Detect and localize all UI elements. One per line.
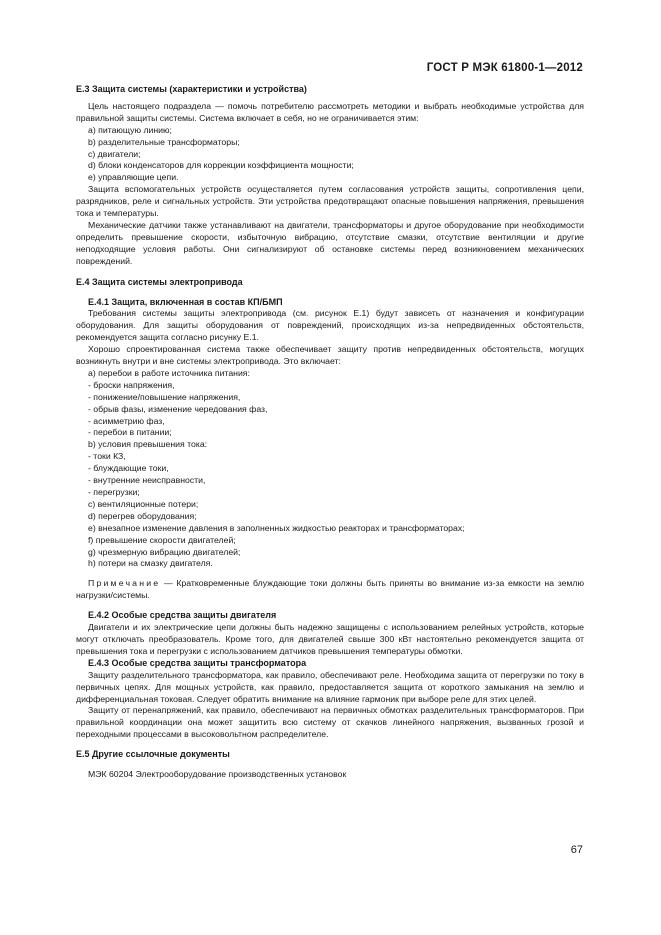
section-e43-paragraph-1: Защиту разделительного трансформатора, как правило, обеспечивают реле. Необходима защита от перегрузки по току в первичных цепях. Для мощных устройств, как правило, предоставляется защита от короткого замыкания на землю и дифференциальная токовая. Следует обратить внимание на влияние гармоник при выборе реле для этих целей. [76,669,584,704]
list-item: a) питающую линию; [88,124,172,135]
section-e41-paragraph-1: Требования системы защиты электропривода (см. рисунок Е.1) будут зависеть от назначения и конфигурации оборудования. Для защиты оборудования от повреждений, происходящих из-за непредвиденных обстоятельств, рекомендуется защита согласно рисунку Е.1. [76,308,584,343]
section-e42-title: Е.4.2 Особые средства защиты двигателя [88,610,277,621]
page-content [76,84,584,781]
list-item: h) потери на смазку двигателя. [88,558,213,569]
note-text: — Кратковременные блуждающие токи должны быть приняты во внимание из-за емкости на землю нагрузки/системы. [76,578,584,601]
list-item: - асимметрию фаз, [88,415,165,426]
note-label: Примечание [88,578,161,589]
section-e3-paragraph-2: Защита вспомогательных устройств осуществляется путем согласования устройств защиты, сопротивления цепи, разрядников, реле и сигнальных устройств. Эти устройства предотвращают опасные повышения напряжения, превышения тока и температуры. [76,184,584,219]
section-e5-paragraph-1: МЭК 60204 Электрооборудование производственных установок [88,769,347,780]
section-e3-title: Е.3 Защита системы (характеристики и устройства) [76,84,307,94]
list-item: e) внезапное изменение давления в заполненных жидкостью реакторах и трансформаторах; [88,522,465,533]
document-id-header: ГОСТ Р МЭК 61800-1—2012 [426,62,583,74]
list-item: d) блоки конденсаторов для коррекции коэффициента мощности; [88,160,354,171]
section-e5-title: Е.5 Другие ссылочные документы [76,749,230,760]
list-item: c) двигатели; [88,148,141,159]
section-e4-title: Е.4 Защита системы электропривода [76,276,243,287]
section-e42-paragraph-1: Двигатели и их электрические цепи должны быть надежно защищены с использованием релейных устройств, которые могут отключать преобразователь. Кроме того, для двигателей свыше 300 кВт настоятельно рекомендуется защита от превышения тока и перегрузки с использованием датчиков превышения температуры обмотки. [76,622,584,656]
section-e3-paragraph-1: Цель настоящего подраздела — помочь потребителю рассмотреть методики и выбрать необходимые устройства для правильной защиты системы. Система включает в себя, но не ограничивается этим: [76,100,584,123]
section-e41-paragraph-2: Хорошо спроектированная система также обеспечивает защиту против непредвиденных обстоятельств, могущих возникнуть внутри и вне системы электропривода. Это включает: [76,344,584,367]
list-item: a) перебои в работе источника питания: [88,367,250,378]
list-item: g) чрезмерную вибрацию двигателей; [88,546,241,557]
section-e43-paragraph-2: Защиту от перенапряжений, как правило, обеспечивают на первичных обмотках разделительных трансформаторов. При правильной координации она может защитить всю систему от скачков линейного напряжения, вызванных грозой и переходными процессами в высоковольтном распределителе. [76,705,584,740]
section-e3-paragraph-3: Механические датчики также устанавливают на двигатели, трансформаторы и другое оборудование при необходимости определить превышение скорости, избыточную вибрацию, отсутствие смазки, отсутствие вентиляции и другие неподходящие условия работы. Они сигнализируют об остановке системы перед возникновением механических повреждений. [76,219,584,266]
list-item: f) превышение скорости двигателей; [88,534,236,545]
list-item: c) вентиляционные потери; [88,498,199,509]
list-item: - перебои в питании; [88,427,172,438]
list-item: - обрыв фазы, изменение чередования фаз, [88,403,268,414]
list-item: b) разделительные трансформаторы; [88,136,240,147]
list-item: - внутренние неисправности, [88,475,206,486]
list-item: - блуждающие токи, [88,463,169,474]
list-item: e) управляющие цепи. [88,172,179,183]
list-item: - токи КЗ, [88,451,126,462]
list-item: - броски напряжения, [88,379,175,390]
list-item: - перегрузки; [88,487,140,497]
note-paragraph [76,578,584,602]
list-item: d) перегрев оборудования; [88,510,197,521]
section-e43-title: Е.4.3 Особые средства защиты трансформатора [88,657,307,668]
section-e41-title: Е.4.1 Защита, включенная в состав КП/БМП [88,296,283,307]
page-number: 67 [570,844,583,856]
list-item: - понижение/повышение напряжения, [88,391,241,402]
list-item: b) условия превышения тока: [88,439,208,450]
